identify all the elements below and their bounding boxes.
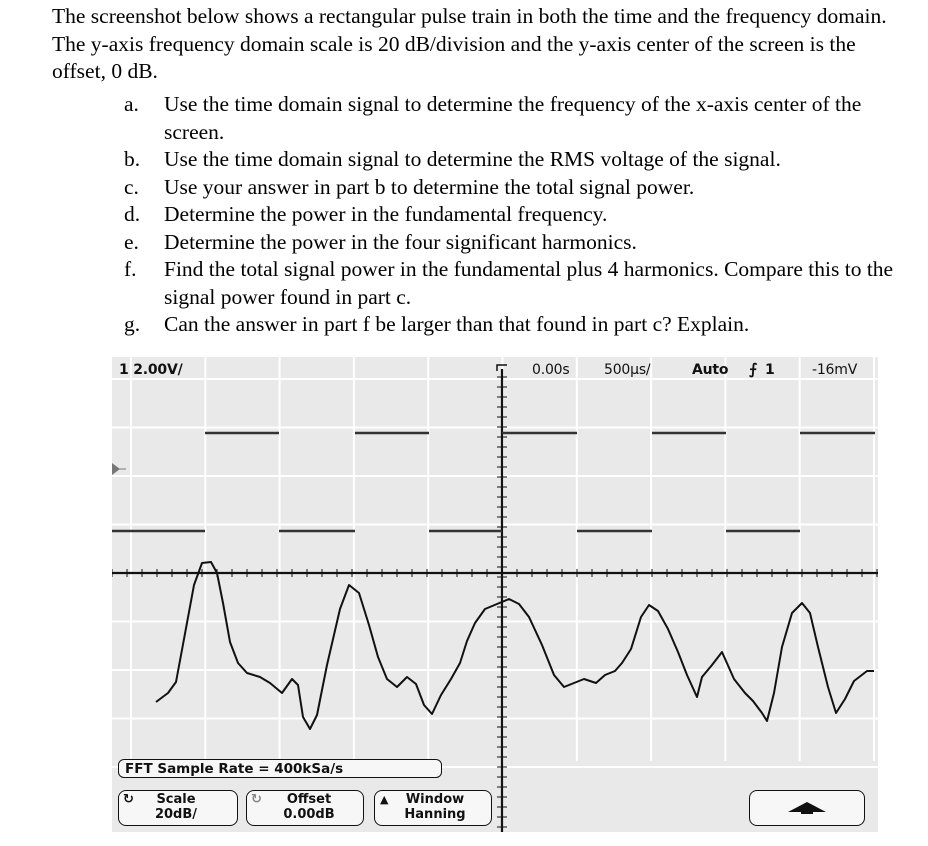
trigger-edge-icon: ⨍ <box>749 360 758 378</box>
question-b <box>124 146 914 174</box>
up-arrow-icon <box>750 791 864 825</box>
softkey-label: Window <box>405 792 465 807</box>
trigger-source-readout: 1 <box>765 362 775 378</box>
scale-softkey[interactable] <box>118 790 238 826</box>
fft-sample-rate-bar <box>118 759 442 778</box>
rotate-knob-icon: ↻ <box>251 792 262 807</box>
return-softkey[interactable] <box>749 790 865 826</box>
time-scale-readout: 500µs/ <box>604 362 651 378</box>
up-triangle-icon: ▲ <box>380 793 389 806</box>
question-letter: a. <box>124 92 139 116</box>
question-letter: d. <box>124 202 141 226</box>
question-a <box>124 91 914 146</box>
trigger-mode-readout: Auto <box>692 362 729 378</box>
window-softkey[interactable] <box>374 790 492 826</box>
question-list <box>124 91 914 339</box>
oscilloscope-screenshot <box>112 357 878 832</box>
question-letter: b. <box>124 147 141 171</box>
equals-sign: = <box>258 761 275 777</box>
question-text: Find the total signal power in the fundamental plus 4 harmonics. Compare this to the signal power found in part c. <box>164 257 894 309</box>
softkey-value: 0.00dB <box>283 807 335 822</box>
intro-paragraph: The screenshot below shows a rectangular pulse train in both the time and the frequency domain. The y-axis frequency domain scale is 20 dB/division and the y-axis center of the screen is the offset, 0 dB. <box>52 4 887 83</box>
question-f <box>124 256 914 311</box>
question-letter: c. <box>124 174 139 199</box>
rotate-knob-icon: ↻ <box>123 792 134 807</box>
time-delay-readout: 0.00s <box>532 362 570 378</box>
softkey-value: Hanning <box>404 807 466 822</box>
question-text: Determine the power in the fundamental frequency. <box>164 202 608 226</box>
question-d <box>124 201 914 229</box>
question-text: Use the time domain signal to determine the RMS voltage of the signal. <box>164 147 781 171</box>
question-e <box>124 229 914 257</box>
question-text: Can the answer in part f be larger than that found in part c? Explain. <box>164 312 750 336</box>
question-text: Use your answer in part b to determine the total signal power. <box>164 174 695 199</box>
question-g <box>124 311 914 339</box>
question-letter: f. <box>124 257 137 281</box>
fft-sample-rate-label: FFT Sample Rate <box>125 761 254 777</box>
question-letter: e. <box>124 229 139 254</box>
softkey-value: 20dB/ <box>154 807 198 822</box>
channel-scale-readout: 1 2.00V/ <box>119 362 183 378</box>
fft-sample-rate-value: 400kSa/s <box>274 761 344 777</box>
question-letter: g. <box>124 312 141 336</box>
question-text: Determine the power in the four significant harmonics. <box>164 229 637 254</box>
offset-softkey[interactable] <box>246 790 364 826</box>
softkey-label: Offset <box>286 792 332 807</box>
softkey-label: Scale <box>156 792 196 807</box>
question-text: Use the time domain signal to determine the frequency of the x-axis center of the screen. <box>164 92 862 144</box>
trigger-level-readout: -16mV <box>812 362 858 378</box>
question-c <box>124 174 914 202</box>
